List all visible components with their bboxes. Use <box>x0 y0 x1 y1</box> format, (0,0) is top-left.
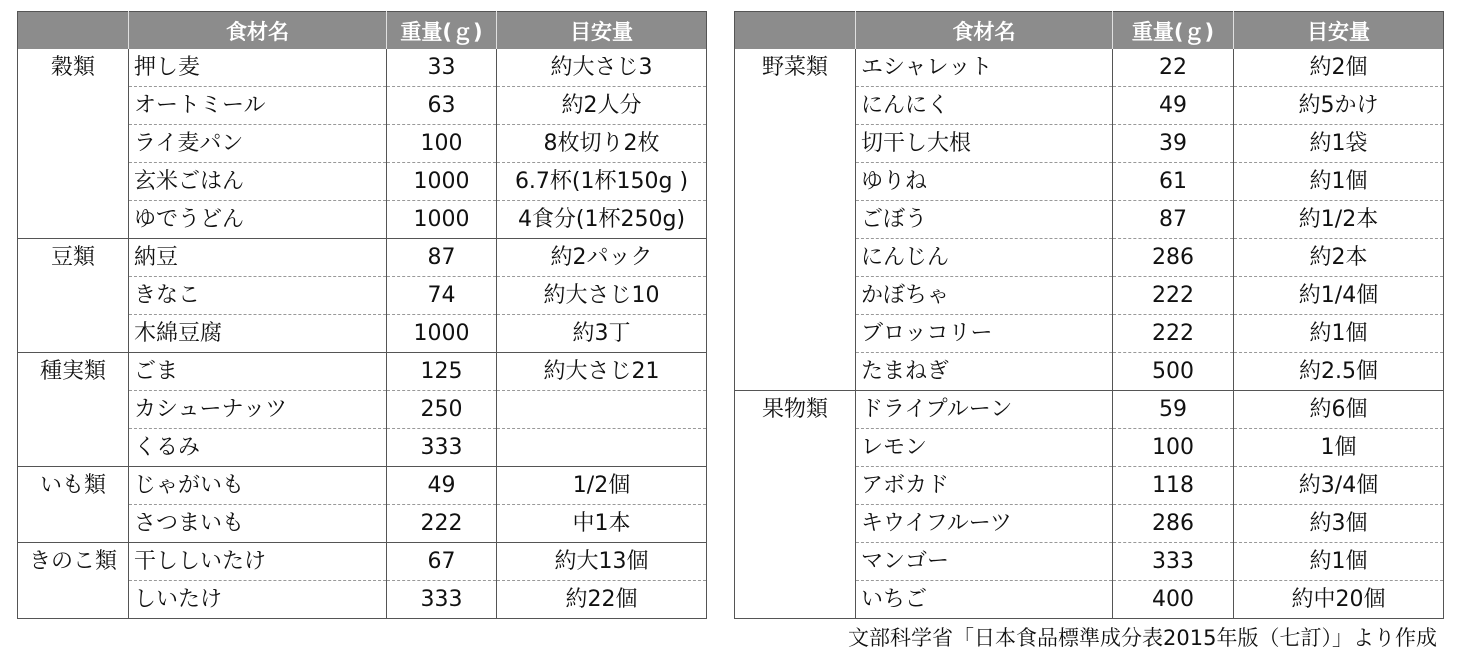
food-name-cell: 押し麦 <box>129 49 387 87</box>
amount-cell: 6.7杯(1杯150g ) <box>497 163 707 201</box>
category-cell: 種実類 <box>18 353 129 467</box>
weight-cell: 67 <box>387 543 497 581</box>
weight-cell: 333 <box>387 581 497 619</box>
header-amount: 目安量 <box>497 12 707 50</box>
amount-cell: 約大さじ21 <box>497 353 707 391</box>
amount-cell: 約3/4個 <box>1234 467 1444 505</box>
food-name-cell: 干ししいたけ <box>129 543 387 581</box>
weight-cell: 61 <box>1113 163 1234 201</box>
weight-cell: 333 <box>1113 543 1234 581</box>
amount-cell: 約5かけ <box>1234 87 1444 125</box>
header-category <box>18 12 129 50</box>
header-weight: 重量(ｇ) <box>1113 12 1234 50</box>
food-name-cell: くるみ <box>129 429 387 467</box>
table-header-row <box>18 12 707 50</box>
header-name: 食材名 <box>129 12 387 50</box>
weight-cell: 1000 <box>387 201 497 239</box>
amount-cell: 1個 <box>1234 429 1444 467</box>
category-cell: 果物類 <box>735 391 856 619</box>
food-name-cell: かぼちゃ <box>856 277 1113 315</box>
food-name-cell: ライ麦パン <box>129 125 387 163</box>
amount-cell: 約1/2本 <box>1234 201 1444 239</box>
table-row <box>18 239 707 277</box>
food-name-cell: 玄米ごはん <box>129 163 387 201</box>
weight-cell: 400 <box>1113 581 1234 619</box>
left-food-table <box>17 11 707 619</box>
weight-cell: 286 <box>1113 505 1234 543</box>
weight-cell: 222 <box>1113 315 1234 353</box>
amount-cell: 約1個 <box>1234 163 1444 201</box>
food-name-cell: オートミール <box>129 87 387 125</box>
weight-cell: 100 <box>387 125 497 163</box>
food-name-cell: マンゴー <box>856 543 1113 581</box>
weight-cell: 118 <box>1113 467 1234 505</box>
category-cell: 豆類 <box>18 239 129 353</box>
category-cell: きのこ類 <box>18 543 129 619</box>
amount-cell: 約2.5個 <box>1234 353 1444 391</box>
weight-cell: 59 <box>1113 391 1234 429</box>
weight-cell: 500 <box>1113 353 1234 391</box>
weight-cell: 286 <box>1113 239 1234 277</box>
source-note: 文部科学省「日本食品標準成分表2015年版（七訂）」より作成 <box>848 626 1437 650</box>
amount-cell: 約3丁 <box>497 315 707 353</box>
food-name-cell: カシューナッツ <box>129 391 387 429</box>
food-name-cell: 切干し大根 <box>856 125 1113 163</box>
weight-cell: 1000 <box>387 163 497 201</box>
food-name-cell: アボカド <box>856 467 1113 505</box>
food-name-cell: ゆりね <box>856 163 1113 201</box>
weight-cell: 222 <box>387 505 497 543</box>
amount-cell: 約2人分 <box>497 87 707 125</box>
header-category <box>735 12 856 50</box>
food-name-cell: 納豆 <box>129 239 387 277</box>
amount-cell: 約2本 <box>1234 239 1444 277</box>
amount-cell: 約2パック <box>497 239 707 277</box>
header-name: 食材名 <box>856 12 1113 50</box>
header-amount: 目安量 <box>1234 12 1444 50</box>
food-name-cell: さつまいも <box>129 505 387 543</box>
food-name-cell: ドライプルーン <box>856 391 1113 429</box>
weight-cell: 63 <box>387 87 497 125</box>
amount-cell <box>497 429 707 467</box>
amount-cell: 中1本 <box>497 505 707 543</box>
table-row <box>18 49 707 87</box>
food-name-cell: きなこ <box>129 277 387 315</box>
food-name-cell: しいたけ <box>129 581 387 619</box>
table-row <box>18 353 707 391</box>
food-name-cell: にんにく <box>856 87 1113 125</box>
right-food-table <box>734 11 1444 619</box>
header-weight: 重量(ｇ) <box>387 12 497 50</box>
amount-cell: 約22個 <box>497 581 707 619</box>
amount-cell: 約1袋 <box>1234 125 1444 163</box>
food-name-cell: にんじん <box>856 239 1113 277</box>
amount-cell <box>497 391 707 429</box>
weight-cell: 39 <box>1113 125 1234 163</box>
amount-cell: 約1/4個 <box>1234 277 1444 315</box>
food-name-cell: じゃがいも <box>129 467 387 505</box>
weight-cell: 222 <box>1113 277 1234 315</box>
amount-cell: 約6個 <box>1234 391 1444 429</box>
weight-cell: 125 <box>387 353 497 391</box>
amount-cell: 8枚切り2枚 <box>497 125 707 163</box>
weight-cell: 250 <box>387 391 497 429</box>
weight-cell: 87 <box>1113 201 1234 239</box>
amount-cell: 約大13個 <box>497 543 707 581</box>
food-name-cell: いちご <box>856 581 1113 619</box>
category-cell: 野菜類 <box>735 49 856 391</box>
food-name-cell: たまねぎ <box>856 353 1113 391</box>
food-name-cell: ごま <box>129 353 387 391</box>
weight-cell: 333 <box>387 429 497 467</box>
amount-cell: 約大さじ3 <box>497 49 707 87</box>
weight-cell: 87 <box>387 239 497 277</box>
food-name-cell: キウイフルーツ <box>856 505 1113 543</box>
table-row <box>18 543 707 581</box>
table-row <box>735 391 1444 429</box>
weight-cell: 1000 <box>387 315 497 353</box>
table-row <box>735 49 1444 87</box>
table-row <box>18 467 707 505</box>
food-name-cell: ごぼう <box>856 201 1113 239</box>
amount-cell: 1/2個 <box>497 467 707 505</box>
amount-cell: 約1個 <box>1234 315 1444 353</box>
amount-cell: 約1個 <box>1234 543 1444 581</box>
food-name-cell: ブロッコリー <box>856 315 1113 353</box>
food-name-cell: ゆでうどん <box>129 201 387 239</box>
category-cell: 穀類 <box>18 49 129 239</box>
weight-cell: 49 <box>387 467 497 505</box>
weight-cell: 74 <box>387 277 497 315</box>
amount-cell: 4食分(1杯250g) <box>497 201 707 239</box>
food-name-cell: レモン <box>856 429 1113 467</box>
amount-cell: 約大さじ10 <box>497 277 707 315</box>
food-name-cell: エシャレット <box>856 49 1113 87</box>
category-cell: いも類 <box>18 467 129 543</box>
weight-cell: 33 <box>387 49 497 87</box>
amount-cell: 約2個 <box>1234 49 1444 87</box>
table-header-row <box>735 12 1444 50</box>
amount-cell: 約中20個 <box>1234 581 1444 619</box>
weight-cell: 22 <box>1113 49 1234 87</box>
amount-cell: 約3個 <box>1234 505 1444 543</box>
weight-cell: 100 <box>1113 429 1234 467</box>
weight-cell: 49 <box>1113 87 1234 125</box>
food-name-cell: 木綿豆腐 <box>129 315 387 353</box>
